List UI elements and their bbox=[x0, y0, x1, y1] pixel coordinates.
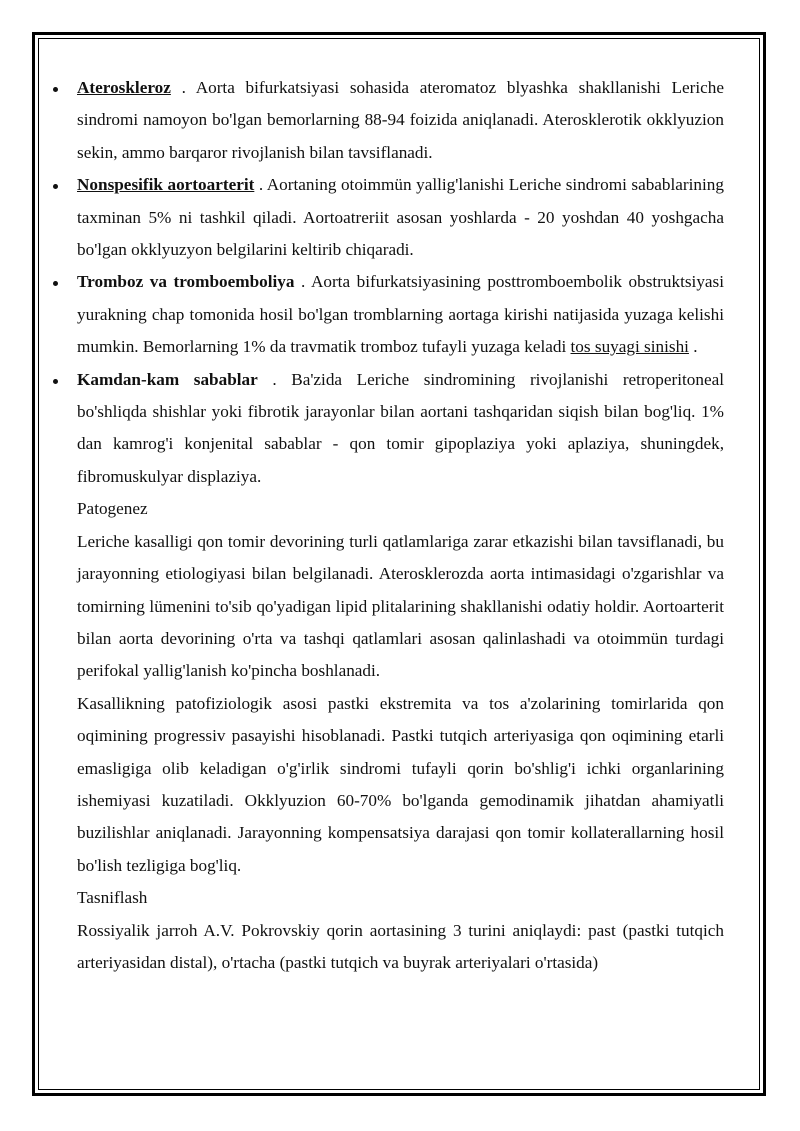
list-item-text: . Aorta bifurkatsiyasi sohasida ateromatoz blyashka shakllanishi Leriche sindromi namoyon bo'lgan bemorlarning 88-94 foizida aniqlanadi. Aterosklerotik okklyuzion sekin, ammo barqaror rivojlanish bilan tavsiflanadi. bbox=[77, 78, 724, 162]
tos-suyagi-sinishi-link[interactable]: tos suyagi sinishi bbox=[570, 337, 689, 357]
list-item-text: . Aortaning otoimmün yallig'lanishi Leriche sindromi sabablarining taxminan 5% ni tashkil qiladi. Aortoatreriit asosan yoshlarda - 20 yoshdan 40 yoshgacha bo'lgan okklyuzyon belgilarini keltirib chiqaradi. bbox=[77, 175, 724, 260]
list-item-term: Kamdan-kam sabablar bbox=[77, 369, 258, 389]
list-item-tail: . bbox=[688, 337, 698, 357]
list-item-ateroskleroz bbox=[77, 72, 724, 169]
paragraph: Rossiyalik jarroh A.V. Pokrovskiy qorin aortasining 3 turini aniqlaydi: past (pastki tutqich arteriyasidan distal), o'rtacha (pastki tutqich va buyrak arteriyalari o'rtasida) bbox=[77, 920, 724, 972]
list-item-nonspesifik-aortoarterit bbox=[77, 169, 724, 266]
list-item-term[interactable]: Nonspesifik aortoarterit bbox=[77, 175, 255, 195]
list-item-tromboz bbox=[77, 266, 724, 363]
paragraph: Leriche kasalligi qon tomir devorining turli qatlamlariga zarar etkazishi bilan tavsiflanadi, bu jarayonning etiologiyasi bilan belgilanadi. Aterosklerozda aorta intimasidagi o'zgarishlar va tomirning lümenini to'sib qo'yadigan lipid plitalarining shakllanishi odatiy holdir. Aortoarterit bilan aorta devorining o'rta va tashqi qatlamlari asosan qalinlashadi va otoimmün turdagi perifokal yallig'lanish ko'pincha boshlanadi. bbox=[77, 531, 724, 681]
list-item-term[interactable]: Ateroskleroz bbox=[77, 78, 171, 97]
section-heading-patogenez: Patogenez bbox=[77, 499, 148, 519]
section-heading-tasniflash: Tasniflash bbox=[77, 888, 148, 908]
list-item-text: . Aorta bifurkatsiyasining posttromboembolik obstruktsiyasi yurakning chap tomonida hosil bo'lgan tromblarning aortaga kirishi natijasida yuzaga kelishi mumkin. Bemorlarning 1% da travmatik tromboz tufayli yuzaga keladi bbox=[77, 272, 725, 357]
list-item-text: . Ba'zida Leriche sindromining rivojlanishi retroperitoneal bo'shliqda shishlar yoki fibrotik jarayonlar bilan aortani tashqaridan siqish bilan bog'liq. 1% dan kamrog'i konjenital sabablar - qon tomir gipoplaziya yoki aplaziya, shuningdek, fibromuskulyar displaziya. bbox=[77, 369, 724, 486]
paragraph: Kasallikning patofiziologik asosi pastki ekstremita va tos a'zolarining tomirlarida qon oqimining progressiv pasayishi hisoblanadi. Pastki tutqich arteriyasiga qon oqimining etarli emasligiga olib keladigan o'g'irlik sindromi tufayli qorin bo'shlig'i ichki organlarining ishemiyasi kuzatiladi. Okklyuzion 60-70% bo'lganda gemodinamik jihatdan ahamiyatli buzilishlar aniqlanadi. Jarayonning kompensatsiya darajasi qon tomir kollaterallarning hosil bo'lish tezligiga bog'liq. bbox=[77, 693, 724, 875]
document-body bbox=[77, 72, 724, 979]
list-item-kamdan-kam-sabablar bbox=[77, 364, 724, 494]
list-item-term: Tromboz va tromboemboliya bbox=[77, 272, 295, 292]
